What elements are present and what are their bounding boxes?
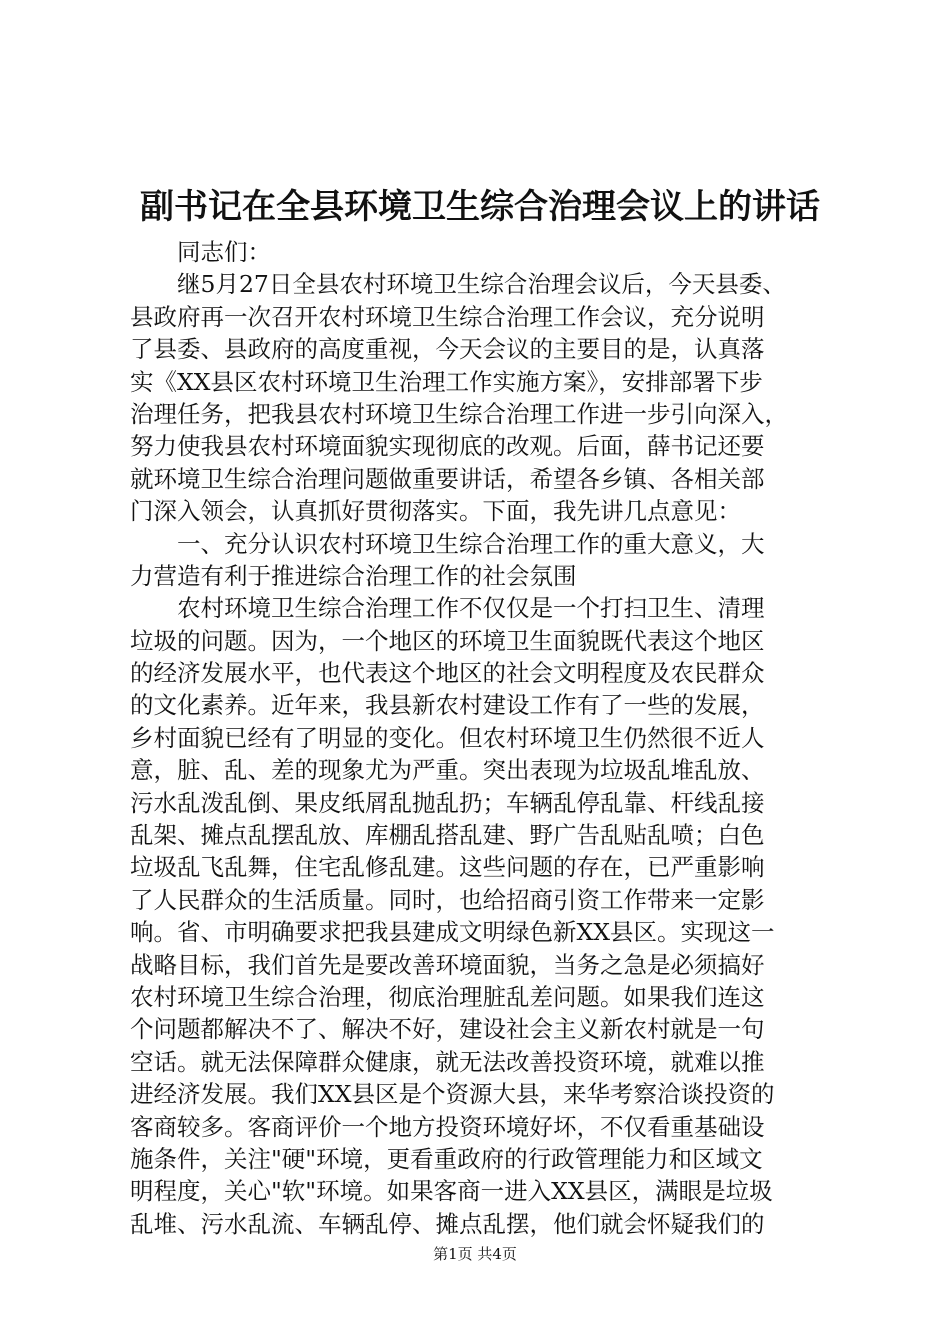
text-line: 进经济发展。我们XX县区是个资源大县，来华考察洽谈投资的	[130, 1080, 775, 1109]
text-line: 的经济发展水平，也代表这个地区的社会文明程度及农民群众	[130, 659, 765, 688]
text-line: 客商较多。客商评价一个地方投资环境好坏，不仅看重基础设	[130, 1112, 765, 1141]
text-line: 农村环境卫生综合治理，彻底治理脏乱差问题。如果我们连这	[130, 982, 765, 1011]
text-line: 垃圾乱飞乱舞，住宅乱修乱建。这些问题的存在，已严重影响	[130, 853, 765, 882]
text-line: 了县委、县政府的高度重视，今天会议的主要目的是，认真落	[130, 335, 765, 364]
text-line: 意，脏、乱、差的现象尤为严重。突出表现为垃圾乱堆乱放、	[130, 756, 765, 785]
text-line: 治理任务，把我县农村环境卫生综合治理工作进一步引向深入，	[130, 399, 788, 428]
text-line: 继5月27日全县农村环境卫生综合治理会议后，今天县委、	[130, 270, 786, 299]
text-line: 门深入领会，认真抓好贯彻落实。下面，我先讲几点意见：	[130, 497, 741, 526]
text-line: 个问题都解决不了、解决不好，建设社会主义新农村就是一句	[130, 1015, 765, 1044]
text-line: 农村环境卫生综合治理工作不仅仅是一个打扫卫生、清理	[130, 594, 765, 623]
document-body	[130, 236, 840, 1240]
text-line: 努力使我县农村环境面貌实现彻底的改观。后面，薛书记还要	[130, 432, 765, 461]
text-line: 乱堆、污水乱流、车辆乱停、摊点乱摆，他们就会怀疑我们的	[130, 1209, 765, 1238]
text-line: 的文化素养。近年来，我县新农村建设工作有了一些的发展，	[130, 691, 765, 720]
text-line: 垃圾的问题。因为，一个地区的环境卫生面貌既代表这个地区	[130, 626, 765, 655]
text-line: 同志们：	[130, 238, 271, 266]
text-line: 了人民群众的生活质量。同时，也给招商引资工作带来一定影	[130, 885, 765, 914]
text-line: 一、充分认识农村环境卫生综合治理工作的重大意义，大	[130, 529, 765, 558]
text-line: 响。省、市明确要求把我县建成文明绿色新XX县区。实现这一	[130, 918, 775, 947]
page-footer: 第1页 共4页	[433, 1245, 517, 1263]
text-line: 施条件，关注"硬"环境，更看重政府的行政管理能力和区域文	[130, 1144, 763, 1173]
text-line: 空话。就无法保障群众健康，就无法改善投资环境，就难以推	[130, 1047, 765, 1076]
text-line: 乱架、摊点乱摆乱放、库棚乱搭乱建、野广告乱贴乱喷；白色	[130, 821, 765, 850]
text-line: 明程度，关心"软"环境。如果客商一进入XX县区，满眼是垃圾	[130, 1177, 773, 1206]
document-title: 副书记在全县环境卫生综合治理会议上的讲话	[140, 187, 820, 227]
text-line: 力营造有利于推进综合治理工作的社会氛围	[130, 561, 577, 590]
text-line: 县政府再一次召开农村环境卫生综合治理工作会议，充分说明	[130, 302, 765, 331]
text-line: 乡村面貌已经有了明显的变化。但农村环境卫生仍然很不近人	[130, 723, 765, 752]
text-line: 战略目标，我们首先是要改善环境面貌，当务之急是必须搞好	[130, 950, 765, 979]
text-line: 就环境卫生综合治理问题做重要讲话，希望各乡镇、各相关部	[130, 464, 765, 493]
text-line: 实《XX县区农村环境卫生治理工作实施方案》，安排部署下步	[130, 367, 763, 396]
text-line: 污水乱泼乱倒、果皮纸屑乱抛乱扔；车辆乱停乱靠、杆线乱接	[130, 788, 765, 817]
